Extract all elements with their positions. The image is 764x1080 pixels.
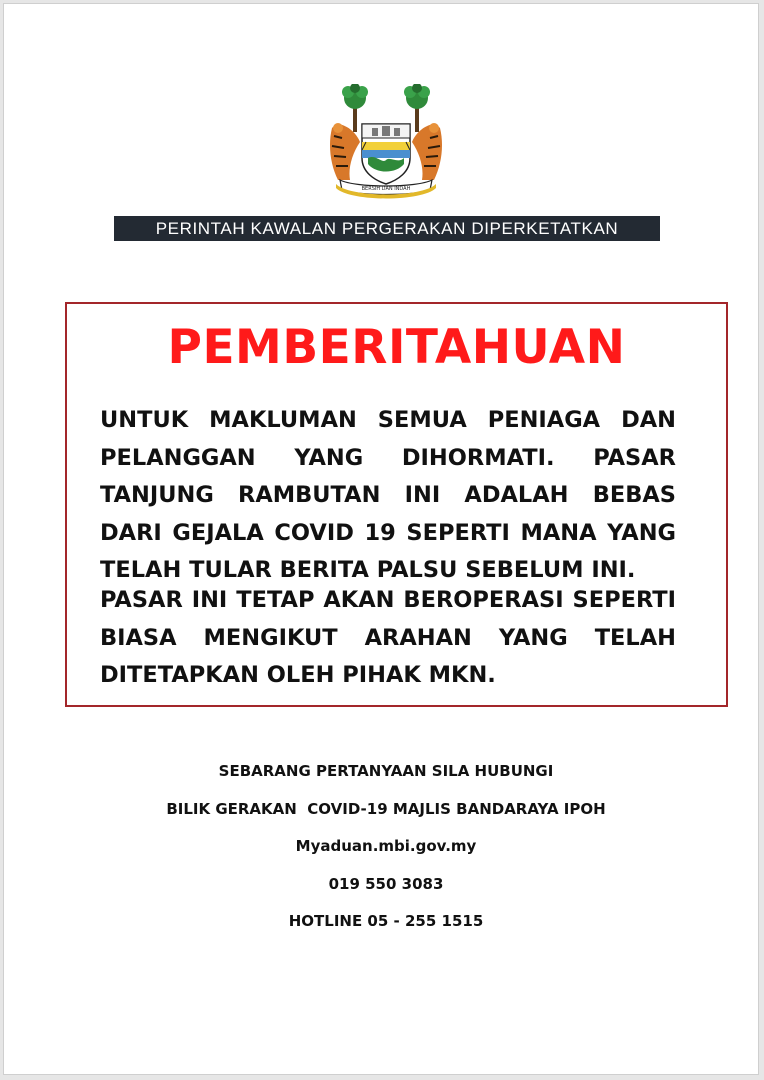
contact-organisation: BILIK GERAKAN COVID-19 MAJLIS BANDARAYA IPOH [166,799,606,818]
notice-page [3,3,759,1075]
notice-box [65,302,728,707]
contact-website-link[interactable]: Myaduan.mbi.gov.my [295,837,477,855]
shield-icon [362,124,410,184]
contact-phone-number: 019 550 3083 [328,874,444,893]
movement-control-banner: PERINTAH KAWALAN PERGERAKAN DIPERKETATKAN [114,216,660,241]
contact-hotline: HOTLINE 05 - 255 1515 [288,912,484,930]
contact-section [4,756,764,944]
notice-paragraph-2: PASAR INI TETAP AKAN BEROPERASI SEPERTI BIASA MENGIKUT ARAHAN YANG TELAH DITETAPKAN OLEH PIHAK MKN. [100,587,676,688]
motto-text: BERSIH DAN INDAH [361,186,411,192]
notice-paragraph-1: UNTUK MAKLUMAN SEMUA PENIAGA DAN PELANGGAN YANG DIHORMATI. PASAR TANJUNG RAMBUTAN INI ADALAH BEBAS DARI GEJALA COVID 19 SEPERTI MANA YANG TELAH TULAR BERITA PALSU SEBELUM INI. [100,407,676,583]
contact-heading: SEBARANG PERTANYAAN SILA HUBUNGI [218,762,554,780]
city-crest-emblem [326,84,446,200]
notice-title: PEMBERITAHUAN [167,320,626,375]
